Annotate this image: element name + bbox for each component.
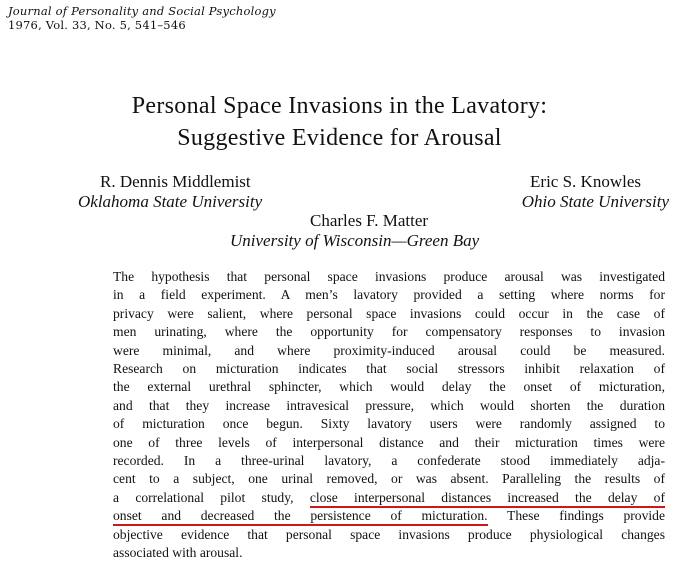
abstract-line: Research on micturation indicates that social stressors inhibit relaxation of — [113, 361, 665, 377]
abstract-text: a correlational pilot study, — [113, 489, 310, 505]
abstract-line: were minimal, and where proximity-induced arousal could be measured. — [113, 342, 665, 358]
highlighted-finding: close interpersonal distances increased the delay of — [310, 490, 665, 508]
abstract-line-14 — [113, 507, 665, 525]
abstract-line: in a field experiment. A men’s lavatory provided a setting where norms for — [113, 287, 665, 303]
author-block-1 — [78, 172, 262, 212]
author-block-3 — [230, 211, 479, 251]
abstract-line: the external urethral sphincter, which would delay the onset of micturation, — [113, 379, 665, 395]
journal-header — [8, 4, 276, 32]
abstract-line: one of three levels of interpersonal distance and their micturation times were — [113, 434, 665, 450]
abstract-line: associated with arousal. — [113, 545, 243, 561]
abstract-line: of micturation once begun. Sixty lavatory users were randomly assigned to — [113, 416, 665, 432]
abstract-line-13 — [113, 489, 665, 507]
title-line-2: Suggestive Evidence for Arousal — [177, 125, 502, 151]
journal-name: Journal of Personality and Social Psychology — [8, 4, 276, 18]
abstract-line: recorded. In a three-urinal lavatory, a confederate stood immediately adja- — [113, 453, 665, 469]
abstract-line: privacy were salient, where personal space invasions could occur in the case of — [113, 305, 665, 321]
author-block-2 — [522, 172, 669, 212]
journal-volume-info: 1976, Vol. 33, No. 5, 541–546 — [8, 18, 186, 32]
author-affiliation: Oklahoma State University — [78, 192, 263, 211]
author-affiliation: Ohio State University — [521, 192, 669, 211]
author-affiliation: University of Wisconsin—Green Bay — [230, 231, 480, 250]
abstract-line: cent to a subject, one urinal removed, or was absent. Paralleling the results of — [113, 471, 665, 487]
abstract — [113, 268, 665, 563]
abstract-line: and that they increase intravesical pressure, which would shorten the duration — [113, 397, 665, 413]
abstract-line: The hypothesis that personal space invasions produce arousal was investigated — [113, 269, 665, 284]
paper-title — [0, 90, 679, 154]
author-name: Eric S. Knowles — [530, 172, 641, 191]
author-name: Charles F. Matter — [310, 211, 429, 230]
abstract-line: objective evidence that personal space invasions produce physiological changes — [113, 526, 665, 542]
author-name: R. Dennis Middlemist — [100, 172, 251, 191]
abstract-line: men urinating, where the opportunity for compensatory responses to invasion — [113, 324, 665, 340]
abstract-text: These findings provide — [487, 508, 665, 524]
title-line-1: Personal Space Invasions in the Lavatory: — [131, 93, 548, 119]
highlighted-finding: onset and decreased the persistence of micturation. — [113, 508, 488, 526]
